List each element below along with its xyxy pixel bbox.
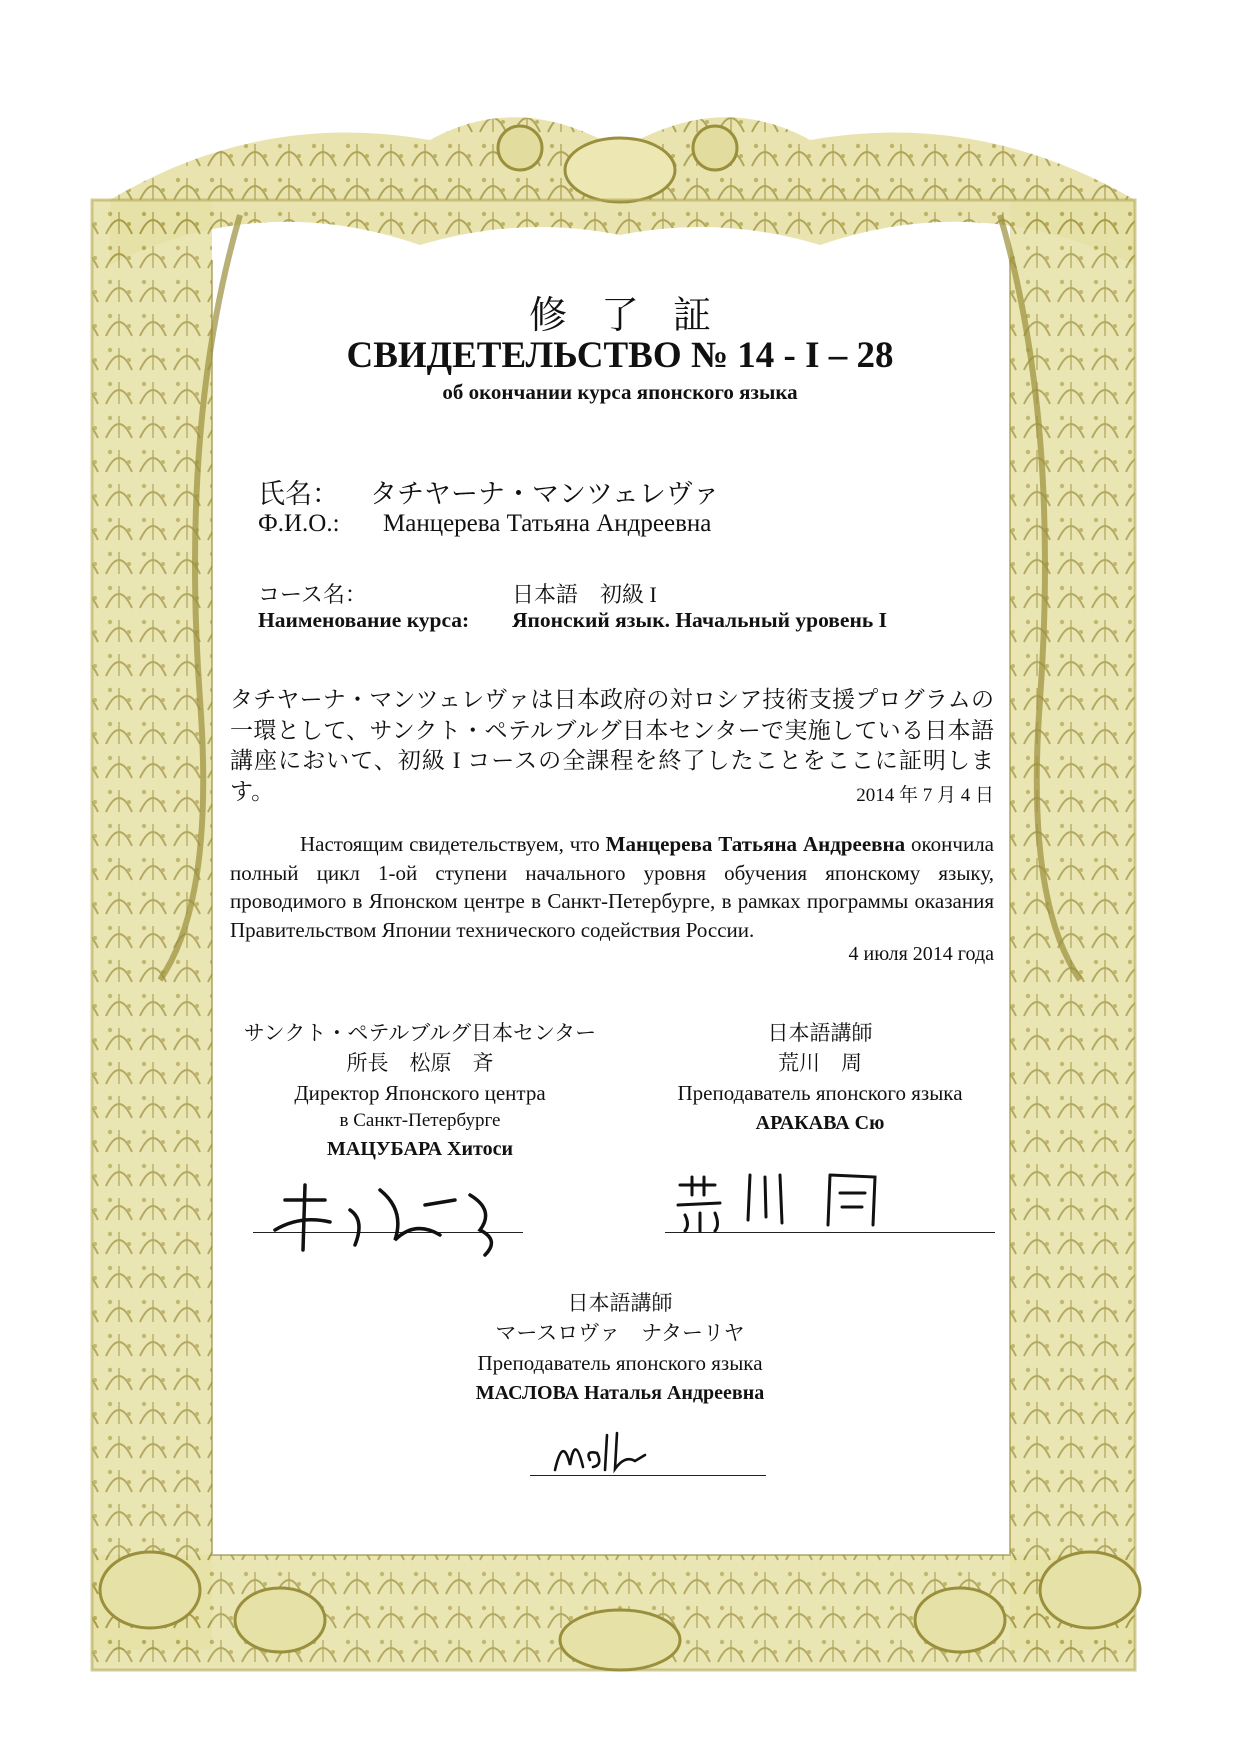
body-ru-part2: окончила полный цикл 1-ой ступени начального уровня обучения японскому языку, проводимого в Японском центре в Санкт-Петербурге, в рамках программы оказания Правительством Японии технического содействия России.	[230, 832, 995, 942]
teacher1-name-jp: 荒川 周	[778, 1051, 862, 1075]
teacher2-signature	[545, 1425, 685, 1480]
name-value-jp: タチヤーナ・マンツェレヴァ	[370, 479, 720, 509]
teacher1-title-jp: 日本語講師	[767, 1021, 873, 1045]
name-label-ru: Ф.И.О.:	[258, 510, 340, 537]
body-text-ru	[230, 830, 994, 944]
date-jp: 2014 年 7 月 4 日	[856, 785, 994, 806]
director-name-jp: 所長 松原 斉	[346, 1051, 494, 1075]
course-value-jp: 日本語 初級 I	[512, 582, 657, 607]
director-block	[210, 1018, 630, 1164]
certificate-title-jp: 修了証	[528, 295, 745, 337]
director-title-ru-2: в Санкт-Петербурге	[339, 1110, 501, 1131]
course-label-jp: コース名：	[258, 582, 367, 607]
teacher2-block	[400, 1288, 840, 1408]
teacher2-name-jp: マースロヴァ ナターリヤ	[495, 1321, 745, 1345]
teacher2-name-ru: МАСЛОВА Наталья Андреевна	[475, 1382, 765, 1404]
teacher2-title-jp: 日本語講師	[567, 1291, 673, 1315]
director-org-jp: サンクト・ペテルブルグ日本センター	[243, 1021, 597, 1045]
teacher1-title-ru: Преподаватель японского языка	[677, 1081, 963, 1105]
teacher1-name-ru: АРАКАВА Сю	[755, 1112, 885, 1134]
body-text-jp: タチヤーナ・マンツェレヴァは日本政府の対ロシア技術支援プログラムの一環として、サンクト・ペテルブルグ日本センターで実施している日本語講座において、初級 I コースの全課程を終了したことをここに証明します。	[230, 687, 994, 804]
teacher2-title-ru: Преподаватель японского языка	[477, 1351, 763, 1375]
body-ru-name: Манцерева Татьяна Андреевна	[605, 832, 906, 856]
date-ru: 4 июля 2014 года	[848, 943, 994, 965]
name-value-ru: Манцерева Татьяна Андреевна	[383, 510, 712, 537]
name-label-jp: 氏名：	[258, 479, 339, 509]
director-title-ru-1: Директор Японского центра	[294, 1081, 546, 1105]
certificate-subtitle: об окончании курса японского языка	[442, 380, 798, 404]
certificate-title-ru: СВИДЕТЕЛЬСТВО № 14 - I – 28	[346, 335, 894, 376]
teacher1-block	[650, 1018, 990, 1138]
course-value-ru: Японский язык. Начальный уровень I	[512, 608, 887, 632]
body-ru-part1: Настоящим свидетельствуем, что	[300, 832, 606, 856]
teacher1-signature	[670, 1165, 910, 1235]
director-name-ru: МАЦУБАРА Хитоси	[327, 1138, 513, 1160]
director-signature	[255, 1160, 525, 1260]
course-label-ru: Наименование курса:	[258, 608, 470, 632]
